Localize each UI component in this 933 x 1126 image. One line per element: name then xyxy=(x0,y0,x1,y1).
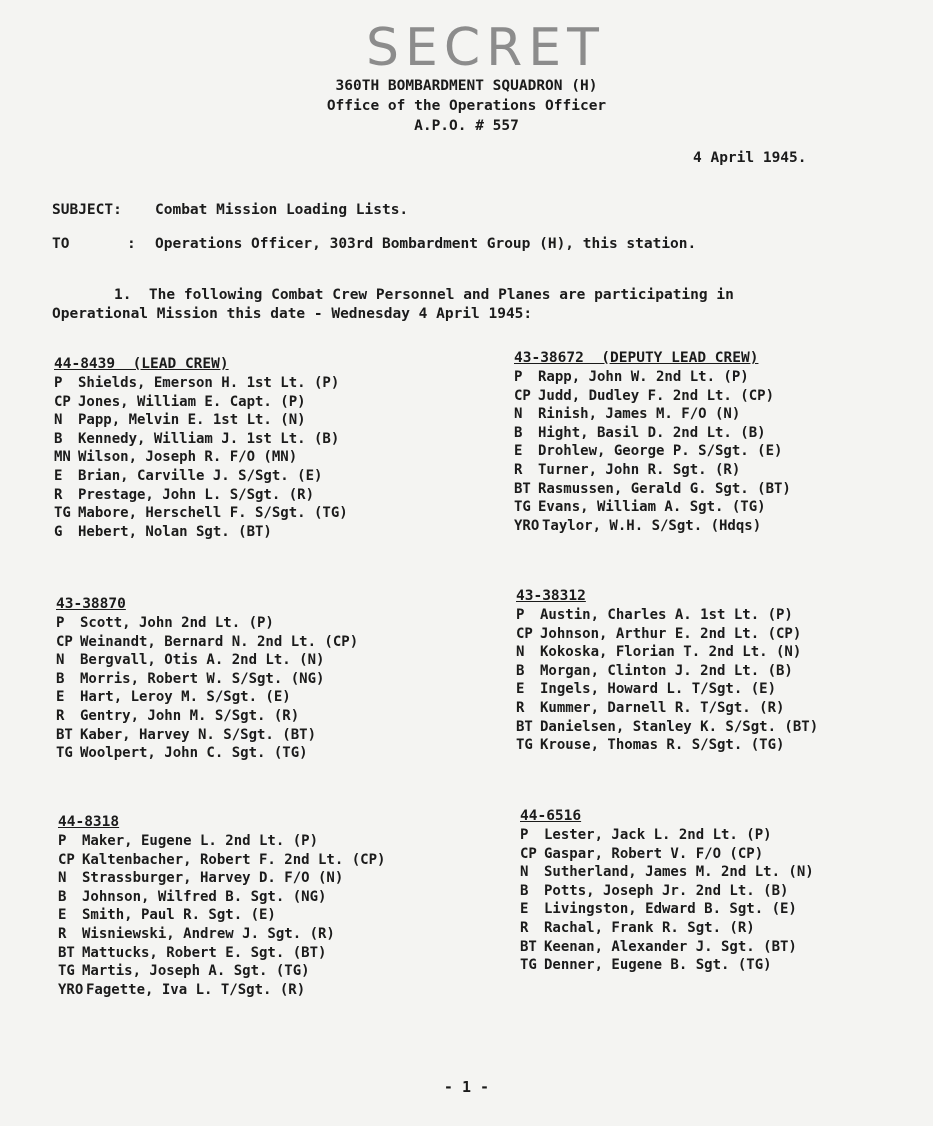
crew-position: N xyxy=(56,652,65,669)
aircraft-tail-number: 44-8318 xyxy=(58,814,120,830)
to-separator: : xyxy=(127,236,136,252)
crew-member xyxy=(54,393,474,412)
aircraft-tail-number: 43-38312 xyxy=(516,588,586,604)
crew-member xyxy=(514,498,933,517)
crew-member xyxy=(54,448,474,467)
document-date: 4 April 1945. xyxy=(693,150,807,166)
crew-member-name: Brian, Carville J. S/Sgt. (E) xyxy=(78,467,323,484)
crew-member xyxy=(514,387,933,406)
crew-member-name: Mattucks, Robert E. Sgt. (BT) xyxy=(82,944,327,961)
crew-position: CP xyxy=(56,633,73,650)
crew-member xyxy=(58,925,478,944)
crew-member-name: Rinish, James M. F/O (N) xyxy=(538,406,741,423)
crew-position: CP xyxy=(520,845,537,862)
crew-member xyxy=(58,851,478,870)
crew-position: G xyxy=(54,523,63,540)
crew-member xyxy=(516,662,933,681)
crew-block xyxy=(54,354,474,541)
to-text: Operations Officer, 303rd Bombardment Group (H), this station. xyxy=(155,236,697,252)
crew-member-name: Kaltenbacher, Robert F. 2nd Lt. (CP) xyxy=(82,851,386,868)
crew-position: P xyxy=(54,375,63,391)
crew-position: R xyxy=(54,486,63,503)
crew-member-name: Prestage, John L. S/Sgt. (R) xyxy=(78,486,315,503)
crew-position: B xyxy=(516,662,525,679)
crew-member-name: Morris, Robert W. S/Sgt. (NG) xyxy=(80,670,325,687)
crew-position: TG xyxy=(56,745,73,762)
crew-member xyxy=(516,680,933,699)
crew-member xyxy=(56,726,476,745)
crew-member-name: Gentry, John M. S/Sgt. (R) xyxy=(80,707,300,724)
crew-position: B xyxy=(54,430,63,447)
crew-member xyxy=(520,863,933,882)
crew-member-name: Kennedy, William J. 1st Lt. (B) xyxy=(78,430,340,447)
crew-member-name: Rachal, Frank R. Sgt. (R) xyxy=(544,919,755,936)
crew-member-name: Kummer, Darnell R. T/Sgt. (R) xyxy=(540,699,785,716)
crew-member xyxy=(54,486,474,505)
crew-position: E xyxy=(54,467,63,484)
crew-position: CP xyxy=(514,387,531,404)
crew-member-name: Taylor, W.H. S/Sgt. (Hdqs) xyxy=(542,517,762,534)
crew-position: MN xyxy=(54,449,71,466)
crew-position: BT xyxy=(520,938,537,955)
crew-member xyxy=(58,962,478,981)
crew-position: N xyxy=(514,406,523,423)
subject-text: Combat Mission Loading Lists. xyxy=(155,202,409,218)
crew-member-name: Smith, Paul R. Sgt. (E) xyxy=(82,907,276,924)
crew-position: TG xyxy=(520,957,537,974)
crew-member xyxy=(54,467,474,486)
crew-position: BT xyxy=(58,944,75,961)
crew-member xyxy=(514,405,933,424)
crew-position: E xyxy=(56,689,65,706)
crew-position: P xyxy=(520,827,529,843)
crew-member-name: Livingston, Edward B. Sgt. (E) xyxy=(544,901,797,918)
aircraft-tail-number: 43-38672 (DEPUTY LEAD CREW) xyxy=(514,350,759,366)
crew-member xyxy=(520,938,933,957)
crew-block xyxy=(56,594,476,763)
crew-position: R xyxy=(58,925,67,942)
crew-member-name: Gaspar, Robert V. F/O (CP) xyxy=(544,845,764,862)
crew-member-name: Wilson, Joseph R. F/O (MN) xyxy=(78,449,298,466)
crew-member-name: Wisniewski, Andrew J. Sgt. (R) xyxy=(82,925,335,942)
crew-position: TG xyxy=(58,963,75,980)
crew-member-name: Lester, Jack L. 2nd Lt. (P) xyxy=(544,827,772,843)
crew-position: CP xyxy=(516,625,533,642)
crew-position: B xyxy=(514,424,523,441)
crew-position: B xyxy=(58,888,67,905)
crew-member xyxy=(58,888,478,907)
crew-position: P xyxy=(56,615,65,631)
crew-member xyxy=(516,718,933,737)
crew-member-name: Martis, Joseph A. Sgt. (TG) xyxy=(82,963,310,980)
crew-member xyxy=(520,845,933,864)
crew-position: R xyxy=(516,699,525,716)
crew-member xyxy=(58,869,478,888)
crew-position: BT xyxy=(56,726,73,743)
crew-position: TG xyxy=(54,505,71,522)
crew-member xyxy=(54,504,474,523)
crew-member-name: Kaber, Harvey N. S/Sgt. (BT) xyxy=(80,726,317,743)
crew-member xyxy=(516,736,933,755)
crew-member xyxy=(58,944,478,963)
crew-member xyxy=(58,981,478,1000)
crew-member-name: Rasmussen, Gerald G. Sgt. (BT) xyxy=(538,480,791,497)
aircraft-tail-number: 44-8439 (LEAD CREW) xyxy=(54,356,229,372)
crew-member-name: Potts, Joseph Jr. 2nd Lt. (B) xyxy=(544,882,789,899)
crew-block xyxy=(520,806,933,975)
crew-member-name: Austin, Charles A. 1st Lt. (P) xyxy=(540,607,793,623)
crew-member-name: Weinandt, Bernard N. 2nd Lt. (CP) xyxy=(80,633,359,650)
crew-member xyxy=(520,900,933,919)
crew-position: BT xyxy=(516,718,533,735)
crew-member-name: Johnson, Arthur E. 2nd Lt. (CP) xyxy=(540,625,802,642)
crew-member xyxy=(56,688,476,707)
crew-member xyxy=(514,461,933,480)
crew-member xyxy=(56,744,476,763)
crew-member-name: Hart, Leroy M. S/Sgt. (E) xyxy=(80,689,291,706)
crew-member xyxy=(514,517,933,536)
crew-member-name: Hight, Basil D. 2nd Lt. (B) xyxy=(538,424,766,441)
crew-member xyxy=(56,651,476,670)
crew-member xyxy=(54,430,474,449)
paragraph-line-2: Operational Mission this date - Wednesday 4 April 1945: xyxy=(52,306,533,322)
aircraft-tail-number: 44-6516 xyxy=(520,808,582,824)
crew-member xyxy=(516,606,933,625)
crew-member xyxy=(56,670,476,689)
crew-member-name: Sutherland, James M. 2nd Lt. (N) xyxy=(544,864,814,881)
subject-label: SUBJECT: xyxy=(52,202,122,218)
crew-member xyxy=(520,919,933,938)
crew-member-name: Turner, John R. Sgt. (R) xyxy=(538,461,741,478)
crew-position: BT xyxy=(514,480,531,497)
crew-member xyxy=(516,625,933,644)
crew-position: E xyxy=(58,907,67,924)
crew-member xyxy=(520,956,933,975)
crew-member xyxy=(520,882,933,901)
crew-member-name: Scott, John 2nd Lt. (P) xyxy=(80,615,274,631)
crew-position: YRO xyxy=(58,981,84,998)
crew-member xyxy=(516,643,933,662)
crew-member-name: Fagette, Iva L. T/Sgt. (R) xyxy=(86,981,306,998)
crew-position: TG xyxy=(514,499,531,516)
crew-member xyxy=(516,699,933,718)
crew-member-name: Judd, Dudley F. 2nd Lt. (CP) xyxy=(538,387,775,404)
crew-member-name: Woolpert, John C. Sgt. (TG) xyxy=(80,745,308,762)
crew-member-name: Rapp, John W. 2nd Lt. (P) xyxy=(538,369,749,385)
crew-position: B xyxy=(520,882,529,899)
crew-member xyxy=(514,480,933,499)
crew-member-name: Johnson, Wilfred B. Sgt. (NG) xyxy=(82,888,327,905)
crew-member-name: Maker, Eugene L. 2nd Lt. (P) xyxy=(82,833,319,849)
crew-member xyxy=(56,633,476,652)
crew-member xyxy=(54,411,474,430)
header-unit: 360TH BOMBARDMENT SQUADRON (H) xyxy=(335,78,598,94)
crew-member-name: Evans, William A. Sgt. (TG) xyxy=(538,499,766,516)
crew-member-name: Shields, Emerson H. 1st Lt. (P) xyxy=(78,375,340,391)
crew-block xyxy=(514,348,933,535)
crew-member-name: Strassburger, Harvey D. F/O (N) xyxy=(82,870,344,887)
crew-position: R xyxy=(514,461,523,478)
crew-member-name: Hebert, Nolan Sgt. (BT) xyxy=(78,523,272,540)
crew-position: N xyxy=(516,644,525,661)
crew-position: N xyxy=(58,870,67,887)
header-apo: A.P.O. # 557 xyxy=(414,118,519,134)
crew-member xyxy=(514,368,933,387)
aircraft-tail-number: 43-38870 xyxy=(56,596,126,612)
crew-member xyxy=(54,374,474,393)
page-number: - 1 - xyxy=(443,1078,490,1096)
crew-member-name: Morgan, Clinton J. 2nd Lt. (B) xyxy=(540,662,793,679)
crew-position: E xyxy=(514,443,523,460)
crew-position: N xyxy=(520,864,529,881)
crew-member-name: Jones, William E. Capt. (P) xyxy=(78,393,306,410)
crew-member-name: Bergvall, Otis A. 2nd Lt. (N) xyxy=(80,652,325,669)
crew-member xyxy=(58,906,478,925)
paragraph-line-1: 1. The following Combat Crew Personnel and Planes are participating in xyxy=(114,287,734,303)
crew-position: R xyxy=(520,919,529,936)
crew-position: N xyxy=(54,412,63,429)
crew-position: E xyxy=(520,901,529,918)
crew-member xyxy=(520,826,933,845)
crew-position: TG xyxy=(516,737,533,754)
to-label: TO xyxy=(52,236,70,252)
crew-position: YRO xyxy=(514,517,540,534)
crew-member-name: Mabore, Herschell F. S/Sgt. (TG) xyxy=(78,505,348,522)
crew-member xyxy=(58,832,478,851)
crew-member-name: Denner, Eugene B. Sgt. (TG) xyxy=(544,957,772,974)
crew-member-name: Krouse, Thomas R. S/Sgt. (TG) xyxy=(540,737,785,754)
crew-position: B xyxy=(56,670,65,687)
crew-member-name: Ingels, Howard L. T/Sgt. (E) xyxy=(540,681,777,698)
secret-stamp: SECRET xyxy=(366,18,605,78)
crew-member-name: Danielsen, Stanley K. S/Sgt. (BT) xyxy=(540,718,819,735)
crew-position: P xyxy=(516,607,525,623)
crew-member-name: Papp, Melvin E. 1st Lt. (N) xyxy=(78,412,306,429)
crew-position: CP xyxy=(54,393,71,410)
crew-member xyxy=(514,424,933,443)
crew-position: CP xyxy=(58,851,75,868)
crew-member-name: Keenan, Alexander J. Sgt. (BT) xyxy=(544,938,797,955)
crew-member-name: Kokoska, Florian T. 2nd Lt. (N) xyxy=(540,644,802,661)
crew-block xyxy=(516,586,933,755)
crew-member xyxy=(54,523,474,542)
crew-member xyxy=(514,442,933,461)
crew-member xyxy=(56,614,476,633)
crew-position: P xyxy=(58,833,67,849)
crew-member-name: Drohlew, George P. S/Sgt. (E) xyxy=(538,443,783,460)
crew-block xyxy=(58,812,478,999)
crew-position: P xyxy=(514,369,523,385)
crew-position: R xyxy=(56,707,65,724)
crew-position: E xyxy=(516,681,525,698)
crew-member xyxy=(56,707,476,726)
header-office: Office of the Operations Officer xyxy=(326,98,607,114)
